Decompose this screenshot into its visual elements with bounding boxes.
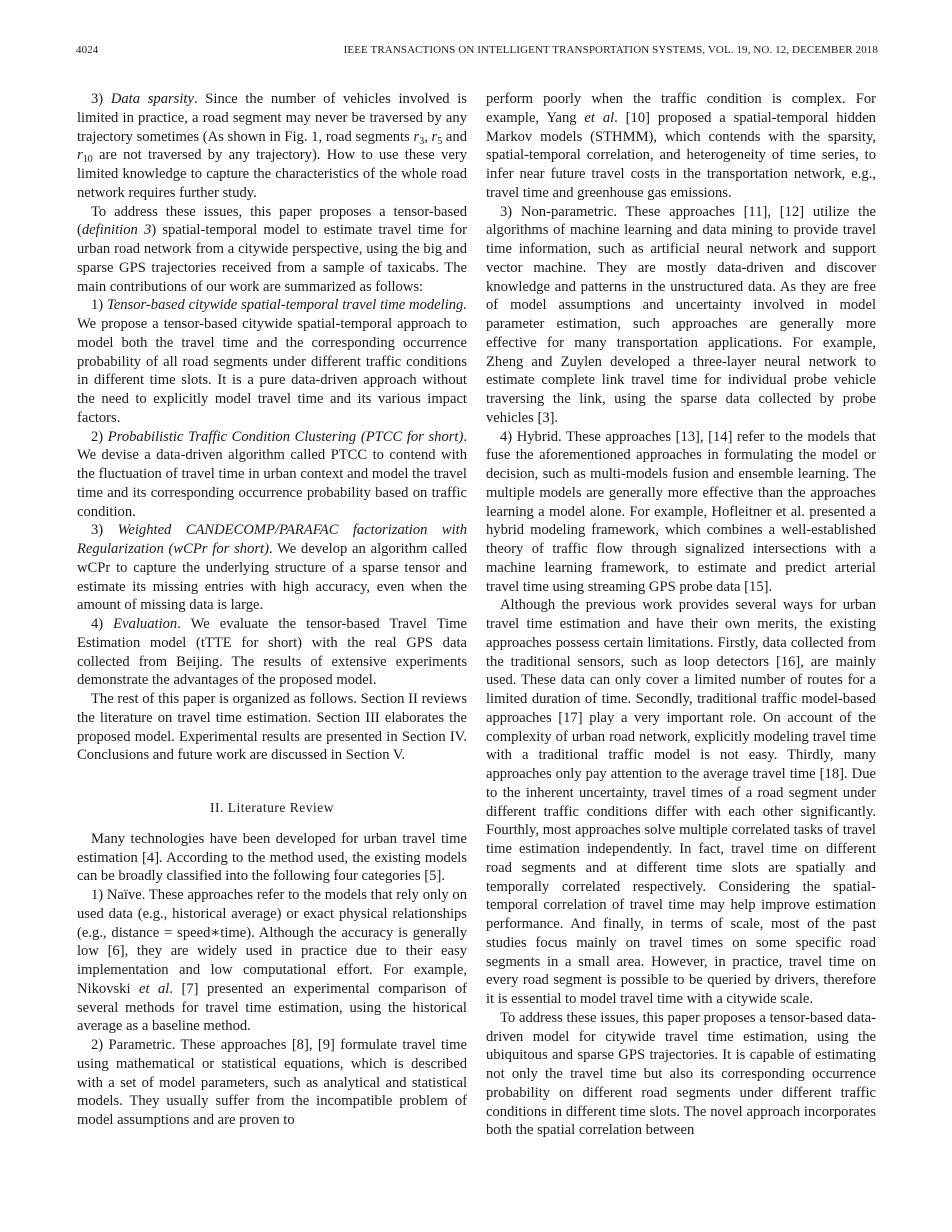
running-header bbox=[76, 44, 878, 60]
section-heading: II. Literature Review bbox=[209, 800, 335, 815]
paragraph-contribution-2: 2) Probabilistic Traffic Condition Clustering (PTCC for short). We devise a data-driven algorithm called PTCC to contend with the fluctuation of travel time in urban context and model the travel time and its corresponding occurrence probability based on traffic condition. bbox=[77, 428, 467, 520]
paragraph-non-parametric: 3) Non-parametric. These approaches [11], [12] utilize the algorithms of machine learning and data mining to provide travel time information, such as artificial neural network and support vector machine. They are mostly data-driven and discover knowledge and patterns in the unstructured data. As they are free of model assumptions and uncertainty involved in model parameter estimation, such approaches are generally more effective for many transportation applications. For example, Zheng and Zuylen developed a three-layer neural network to estimate complete link travel time for individual probe vehicle traversing the link, using the sparse data collected by probe vehicles [3]. bbox=[486, 203, 876, 426]
paragraph-parametric-cont: perform poorly when the traffic condition is complex. For example, Yang et al. [10] proposed a spatial-temporal hidden Markov models (STHMM), which contends with the sparsity, spatial-temporal correlation, and heterogeneity of time series, to infer near future travel costs in the transportation network, e.g., travel time and greenhouse gas emissions. bbox=[486, 91, 876, 201]
paragraph-organization: The rest of this paper is organized as follows. Section II reviews the literature on travel time estimation. Section III elaborates the proposed model. Experimental results are presented in Section IV. Conclusions and future work are discussed in Section V. bbox=[77, 691, 467, 764]
left-column bbox=[77, 90, 467, 1130]
paragraph-literature-intro: Many technologies have been developed for urban travel time estimation [4]. According to the method used, the existing models can be broadly classified into the following four categories [5]. bbox=[77, 830, 467, 885]
paragraph-limitations: Although the previous work provides several ways for urban travel time estimation and have their own merits, the existing approaches possess certain limitations. Firstly, data collected from the traditional sensors, such as loop detectors [16], are mainly used. These data can only cover a limited number of routes for a limited duration of time. Secondly, traditional traffic model-based approaches [17] play a very important role. On account of the complexity of urban road network, explicitly modeling travel time with a traditional traffic model is not easy. Thirdly, many approaches only pay attention to the average travel time [18]. Due to the inherent uncertainty, travel times of a road segment under different traffic conditions differ with each other significantly. Fourthly, most approaches solve multiple correlated tasks of travel time estimation independently. In fact, travel time on different road segments and at different time slots are spatially and temporally correlated respectively. Considering the spatial-temporal correlation of travel time may help improve estimation performance. And finally, in terms of scale, most of the past studies focus mainly on travel times on some specific road segments in a small area. However, in practice, travel time on every road segment is possible to be queried by drivers, therefore it is essential to model travel time with a citywide scale. bbox=[486, 597, 876, 1007]
paragraph-address-issues: To address these issues, this paper proposes a tensor-based data-driven model for citywide travel time estimation, using the ubiquitous and sparse GPS trajectories. It is capable of estimating not only the travel time but also its corresponding occurrence probability on different road segments under different traffic conditions in different time slots. The novel approach incorporates both the spatial correlation between bbox=[486, 1009, 876, 1139]
paragraph-contribution-3: 3) Weighted CANDECOMP/PARAFAC factorization with Regularization (wCPr for short). We develop an algorithm called wCPr to capture the underlying structure of a sparse tensor and estimate its missing entries with high accuracy, even when the amount of missing data is large. bbox=[77, 522, 468, 614]
paragraph-proposal: To address these issues, this paper proposes a tensor-based (definition 3) spatial-temporal model to estimate travel time for urban road network from a citywide perspective, using the big and sparse GPS trajectories received from a sample of taxicabs. The main contributions of our work are summarized as follows: bbox=[77, 203, 467, 295]
paragraph-naive: 1) Naïve. These approaches refer to the models that rely only on used data (e.g., historical average) or exact physical relationships (e.g., distance = speed∗time). Although the accuracy is generally low [6], they are widely used in practice due to their easy implementation and low computational effort. For example, Nikovski et al. [7] presented an experimental comparison of several methods for travel time estimation, using the historical average as a baseline method. bbox=[77, 887, 467, 1035]
right-column bbox=[486, 90, 876, 1140]
paragraph-contribution-4: 4) Evaluation. We evaluate the tensor-based Travel Time Estimation model (tTTE for short) with the real GPS data collected from Beijing. The results of extensive experiments demonstrate the advantages of the proposed model. bbox=[77, 616, 467, 689]
paragraph-contribution-1: 1) Tensor-based citywide spatial-temporal travel time modeling. We propose a tensor-based citywide spatial-temporal approach to model both the travel time and the corresponding occurrence probability of all road segments under different traffic conditions in different time slots. It is a pure data-driven approach without the need to explicitly model travel time and its various impact factors. bbox=[77, 297, 468, 426]
journal-title: IEEE TRANSACTIONS ON INTELLIGENT TRANSPORTATION SYSTEMS, VOL. 19, NO. 12, DECEMBER 2018 bbox=[343, 44, 878, 56]
page-number: 4024 bbox=[76, 44, 99, 56]
paragraph-hybrid: 4) Hybrid. These approaches [13], [14] refer to the models that fuse the aforementioned approaches in formulating the model or decision, such as multi-models fusion and ensemble learning. The multiple models are generally more effective than the approaches learning a model alone. For example, Hofleitner et al. presented a hybrid modeling framework, which combines a well-established theory of traffic flow through signalized intersections with a machine learning framework, to estimate and predict arterial travel time using streaming GPS probe data [15]. bbox=[486, 428, 876, 595]
paragraph-data-sparsity: 3) Data sparsity. Since the number of vehicles involved is limited in practice, a road segment may never be traversed by any trajectory sometimes (As shown in Fig. 1, road segments $r_3$, $r_5$ and $r_{10}$ are not traversed by any trajectory). How to use these very limited knowledge to capture the characteristics of the whole road network requires further study. bbox=[77, 91, 468, 201]
paragraph-parametric: 2) Parametric. These approaches [8], [9] formulate travel time using mathematical or statistical equations, which is described with a set of model parameters, such as analytical and statistical models. They usually suffer from the incompatible problem of model assumptions and are proven to bbox=[77, 1037, 467, 1128]
